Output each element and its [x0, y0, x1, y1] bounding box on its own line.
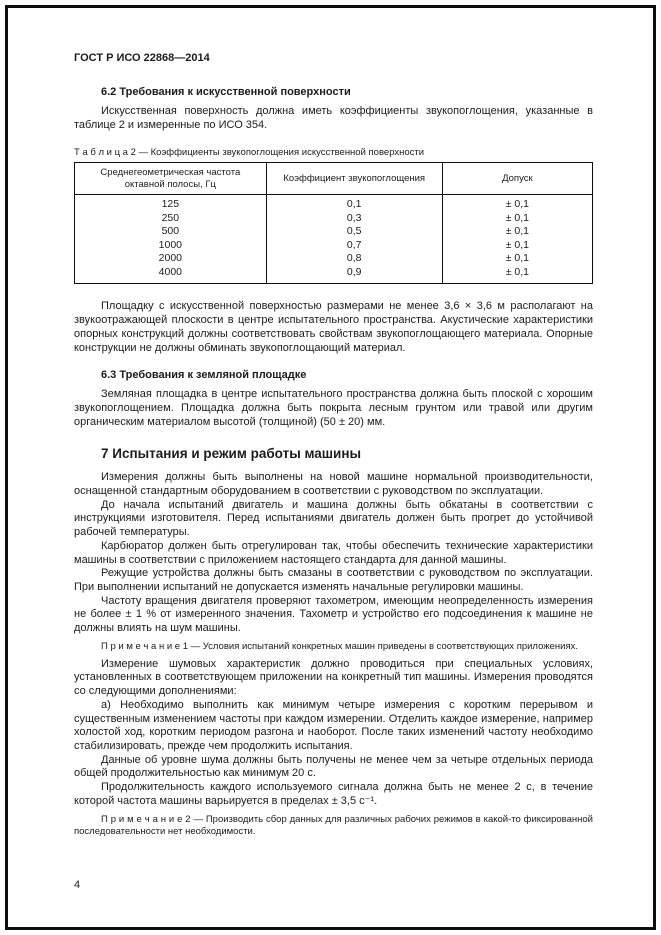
section-7-paragraph: Измерения должны быть выполнены на новой машине нормальной производительности, оснащенной стандартным оборудованием в соответствии с руководством по эксплуатации.	[74, 471, 593, 498]
absorption-coefficients-table	[74, 162, 593, 284]
table-row	[75, 195, 593, 212]
table-cell: ± 0,1	[442, 252, 592, 266]
table-cell: ± 0,1	[442, 195, 592, 212]
table-cell: 0,7	[266, 239, 442, 253]
section-6-2-paragraph: Искусственная поверхность должна иметь коэффициенты звукопоглощения, указанные в таблице 2 и измеренные по ИСО 354.	[74, 105, 593, 131]
table-header-frequency: Среднегеометрическая частота октавной полосы, Гц	[75, 163, 267, 195]
table-cell: ± 0,1	[442, 239, 592, 253]
table-cell: 0,3	[266, 212, 442, 226]
table-row	[75, 266, 593, 284]
table-row	[75, 239, 593, 253]
page-number: 4	[74, 879, 81, 891]
table-cell: 0,9	[266, 266, 442, 284]
section-7-paragraph: а) Необходимо выполнить как минимум четыре измерения с коротким перерывом и существенным изменением частоты при каждом измерении. Отделить каждое измерение, например холостой ход, коротким периодом разгона и наоборот. После таких изменений частоту необходимо стабилизировать, прежде чем продолжить испытания.	[74, 698, 593, 752]
note-2: П р и м е ч а н и е 2 — Производить сбор данных для различных рабочих режимов в какой-то фиксированной последовательности нет необходимости.	[74, 813, 593, 837]
table-cell: 1000	[75, 239, 267, 253]
section-7-paragraph: Измерение шумовых характеристик должно проводиться при специальных условиях, установленных в соответствующем приложении на конкретный тип машины. Измерения проводятся со следующими дополнениями:	[74, 657, 593, 698]
section-6-3-paragraph: Земляная площадка в центре испытательного пространства должна быть плоской с хорошим звукопоглощением. Площадка должна быть покрыта лесным грунтом или травой или другим органическим материалом высотой (толщиной) (50 ± 20) мм.	[74, 388, 593, 428]
table-cell: ± 0,1	[442, 212, 592, 226]
table-row	[75, 252, 593, 266]
table-header-row	[75, 163, 593, 195]
document-header: ГОСТ Р ИСО 22868—2014	[74, 52, 210, 64]
table-cell: 125	[75, 195, 267, 212]
table-header-coefficient: Коэффициент звукопоглощения	[266, 163, 442, 195]
section-7-paragraph: Частоту вращения двигателя проверяют тахометром, имеющим неопределенность измерения не более ± 1 % от измеренного значения. Тахометр и устройство его подсоединения к машине не должны влиять на шум машины.	[74, 594, 593, 635]
section-6-3-heading: 6.3 Требования к земляной площадке	[101, 369, 307, 382]
table-header-tolerance: Допуск	[442, 163, 592, 195]
section-7-paragraph: Режущие устройства должны быть смазаны в соответствии с руководством по эксплуатации. При выполнении испытаний не допускается изменять начальные регулировки машины.	[74, 567, 593, 593]
note-1: П р и м е ч а н и е 1 — Условия испытаний конкретных машин приведены в соответствующих приложениях.	[101, 640, 578, 652]
table-cell: 500	[75, 225, 267, 239]
table-caption: Т а б л и ц а 2 — Коэффициенты звукопоглощения искусственной поверхности	[74, 147, 425, 159]
table-cell: ± 0,1	[442, 266, 592, 284]
table-cell: 0,5	[266, 225, 442, 239]
table-row	[75, 225, 593, 239]
table-row	[75, 212, 593, 226]
section-7-paragraph: Данные об уровне шума должны быть получены не менее чем за четыре отдельных периода общей продолжительностью как минимум 20 с.	[74, 753, 593, 780]
section-7-paragraph: До начала испытаний двигатель и машина должны быть обкатаны в соответствии с инструкциями изготовителя. Перед испытаниями двигатель должен быть прогрет до устойчивой рабочей температуры.	[74, 498, 593, 539]
section-6-2-paragraph-placement: Площадку с искусственной поверхностью размерами не менее 3,6 × 3,6 м располагают на звукоотражающей плоскости в центре испытательного пространства. Акустические характеристики опорных конструкций должны соответствовать свойствам звукопоглощающего материала. Опорные конструкции не должны обминать звукопоглощающий материал.	[74, 300, 593, 354]
section-7-paragraph: Продолжительность каждого используемого сигнала должна быть не менее 2 с, в течение которой частота машины варьируется в пределах ± 3,5 с⁻¹.	[74, 781, 593, 807]
section-7-paragraph: Карбюратор должен быть отрегулирован так, чтобы обеспечить технические характеристики машины в соответствии с приложением настоящего стандарта для данной машины.	[74, 539, 593, 566]
page-content	[74, 52, 593, 843]
table-cell: 250	[75, 212, 267, 226]
table-cell: 0,8	[266, 252, 442, 266]
section-6-2-heading: 6.2 Требования к искусственной поверхности	[101, 86, 351, 98]
table-cell: ± 0,1	[442, 225, 592, 239]
table-cell: 2000	[75, 252, 267, 266]
section-7-title: 7 Испытания и режим работы машины	[101, 446, 362, 462]
table-cell: 4000	[75, 266, 267, 284]
table-cell: 0,1	[266, 195, 442, 212]
